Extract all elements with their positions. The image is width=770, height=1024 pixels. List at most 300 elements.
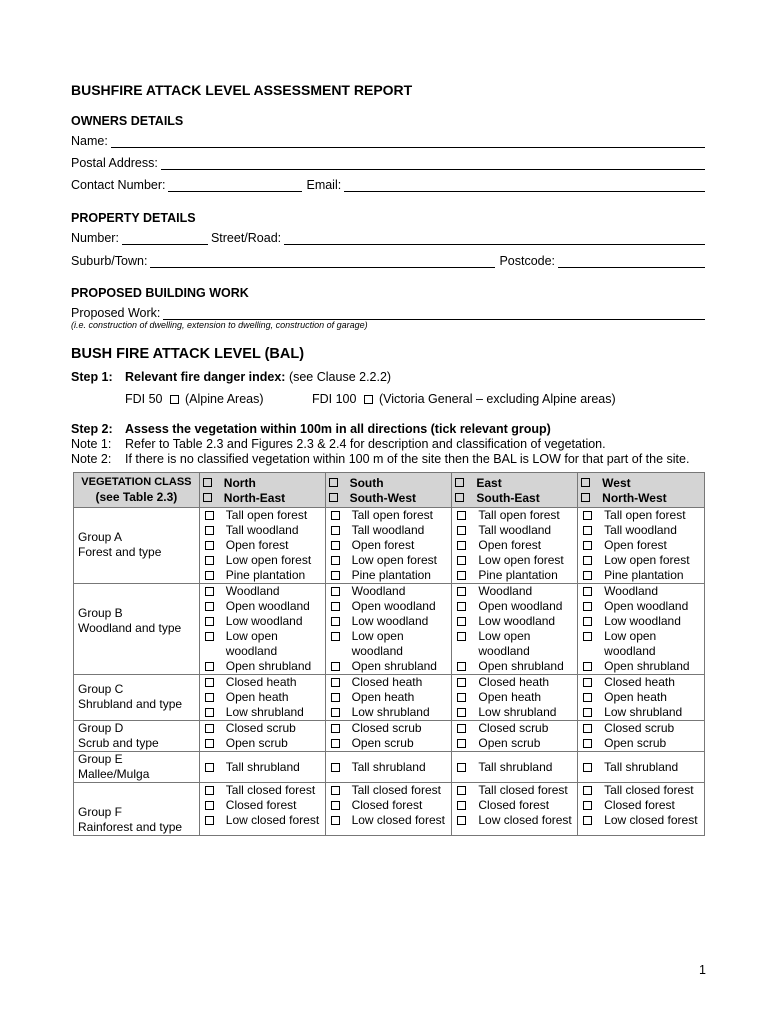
vegetation-checkbox[interactable] bbox=[205, 724, 214, 733]
vegetation-checkbox[interactable] bbox=[205, 816, 214, 825]
vegetation-option[interactable] bbox=[200, 659, 325, 674]
vegetation-label: Low closed forest bbox=[225, 813, 320, 827]
vegetation-option[interactable] bbox=[578, 813, 704, 828]
street-field[interactable] bbox=[284, 232, 705, 245]
direction-label: North-West bbox=[602, 490, 667, 505]
vegetation-checkbox[interactable] bbox=[457, 763, 466, 772]
vegetation-label: Low closed forest bbox=[478, 813, 572, 827]
vegetation-option[interactable] bbox=[326, 523, 452, 538]
vegetation-label: Open scrub bbox=[225, 736, 288, 750]
group-name: Group D bbox=[78, 721, 124, 735]
vegetation-option[interactable] bbox=[452, 568, 577, 583]
vegetation-checkbox[interactable] bbox=[583, 571, 592, 580]
vegetation-checkbox[interactable] bbox=[457, 708, 466, 717]
vegetation-class-label: VEGETATION CLASS bbox=[81, 476, 192, 488]
vegetation-checkbox[interactable] bbox=[457, 541, 466, 550]
vegetation-option[interactable] bbox=[326, 675, 452, 690]
vegetation-checkbox[interactable] bbox=[583, 541, 592, 550]
step1-bold: Relevant fire danger index: bbox=[125, 370, 286, 384]
vegetation-option[interactable] bbox=[578, 599, 704, 614]
vegetation-checkbox[interactable] bbox=[583, 678, 592, 687]
vegetation-checkbox[interactable] bbox=[457, 632, 466, 641]
vegetation-label: Low open forest bbox=[351, 553, 437, 567]
vegetation-option[interactable] bbox=[326, 584, 452, 599]
vegetation-label: Low shrubland bbox=[351, 705, 430, 719]
vegetation-checkbox[interactable] bbox=[583, 662, 592, 671]
vegetation-cell bbox=[199, 675, 325, 721]
table-header-row bbox=[74, 473, 705, 508]
vegetation-checkbox[interactable] bbox=[331, 786, 340, 795]
vegetation-checkbox[interactable] bbox=[583, 556, 592, 565]
vegetation-option[interactable] bbox=[578, 721, 704, 736]
vegetation-checkbox[interactable] bbox=[457, 617, 466, 626]
suburb-field[interactable] bbox=[150, 255, 495, 268]
group-name: Group C bbox=[78, 682, 124, 696]
group-name: Group B bbox=[78, 606, 123, 620]
vegetation-cell bbox=[199, 752, 325, 783]
vegetation-checkbox[interactable] bbox=[583, 617, 592, 626]
vegetation-label: Closed heath bbox=[478, 675, 550, 689]
vegetation-option[interactable] bbox=[452, 783, 577, 798]
vegetation-option[interactable] bbox=[200, 599, 325, 614]
vegetation-checkbox[interactable] bbox=[583, 526, 592, 535]
vegetation-checkbox[interactable] bbox=[457, 556, 466, 565]
contact-row bbox=[71, 176, 705, 192]
vegetation-option[interactable] bbox=[452, 538, 577, 553]
vegetation-checkbox[interactable] bbox=[331, 602, 340, 611]
vegetation-option[interactable] bbox=[578, 760, 704, 775]
vegetation-option[interactable] bbox=[452, 508, 577, 523]
vegetation-checkbox[interactable] bbox=[331, 571, 340, 580]
direction-label: South-East bbox=[476, 490, 540, 505]
vegetation-option[interactable] bbox=[452, 629, 577, 659]
contact-number-field[interactable] bbox=[168, 179, 302, 192]
fdi50-checkbox[interactable] bbox=[170, 395, 179, 404]
vegetation-option[interactable] bbox=[578, 523, 704, 538]
vegetation-checkbox[interactable] bbox=[457, 693, 466, 702]
vegetation-checkbox[interactable] bbox=[457, 786, 466, 795]
step2-label: Step 2: bbox=[71, 422, 113, 436]
group-type: Woodland and type bbox=[78, 621, 182, 635]
vegetation-table bbox=[73, 472, 705, 836]
step2-row bbox=[71, 422, 551, 436]
vegetation-cell bbox=[452, 508, 578, 584]
fdi100-checkbox[interactable] bbox=[364, 395, 373, 404]
street-label: Street/Road: bbox=[210, 231, 282, 245]
vegetation-option[interactable] bbox=[326, 813, 452, 828]
vegetation-checkbox[interactable] bbox=[205, 786, 214, 795]
property-number-row bbox=[71, 229, 705, 245]
north-east-checkbox[interactable] bbox=[203, 493, 212, 502]
vegetation-checkbox[interactable] bbox=[205, 693, 214, 702]
vegetation-label: Closed scrub bbox=[604, 721, 675, 735]
vegetation-checkbox[interactable] bbox=[457, 571, 466, 580]
vegetation-option[interactable] bbox=[326, 538, 452, 553]
vegetation-cell bbox=[325, 508, 452, 584]
note1-row bbox=[71, 437, 606, 451]
vegetation-option[interactable] bbox=[326, 614, 452, 629]
vegetation-checkbox[interactable] bbox=[583, 602, 592, 611]
email-field[interactable] bbox=[344, 179, 705, 192]
vegetation-option[interactable] bbox=[452, 721, 577, 736]
vegetation-label: Open shrubland bbox=[225, 659, 312, 673]
vegetation-option[interactable] bbox=[578, 614, 704, 629]
group-cell bbox=[74, 752, 200, 783]
table-row bbox=[74, 508, 705, 584]
direction-label: North bbox=[223, 475, 256, 490]
vegetation-option[interactable] bbox=[200, 721, 325, 736]
vegetation-cell bbox=[452, 721, 578, 752]
postcode-field[interactable] bbox=[558, 255, 705, 268]
number-field[interactable] bbox=[122, 232, 208, 245]
vegetation-checkbox[interactable] bbox=[457, 801, 466, 810]
vegetation-option[interactable] bbox=[200, 798, 325, 813]
vegetation-option[interactable] bbox=[578, 629, 704, 659]
vegetation-cell bbox=[578, 752, 705, 783]
vegetation-checkbox[interactable] bbox=[205, 511, 214, 520]
vegetation-cell bbox=[325, 721, 452, 752]
vegetation-option[interactable] bbox=[326, 736, 452, 751]
vegetation-option[interactable] bbox=[326, 798, 452, 813]
vegetation-label: Open shrubland bbox=[604, 659, 690, 673]
direction-header-2 bbox=[325, 473, 452, 508]
vegetation-checkbox[interactable] bbox=[331, 511, 340, 520]
vegetation-checkbox[interactable] bbox=[331, 541, 340, 550]
vegetation-checkbox[interactable] bbox=[331, 662, 340, 671]
vegetation-option[interactable] bbox=[200, 675, 325, 690]
vegetation-label: Open forest bbox=[478, 538, 542, 552]
vegetation-checkbox[interactable] bbox=[457, 816, 466, 825]
vegetation-option[interactable] bbox=[326, 568, 452, 583]
vegetation-option[interactable] bbox=[200, 690, 325, 705]
vegetation-option[interactable] bbox=[452, 659, 577, 674]
vegetation-label: Tall closed forest bbox=[351, 783, 441, 797]
direction-label: East bbox=[476, 475, 502, 490]
vegetation-cell bbox=[578, 783, 705, 836]
vegetation-label: Tall woodland bbox=[351, 523, 425, 537]
vegetation-option[interactable] bbox=[452, 760, 577, 775]
table-row bbox=[74, 675, 705, 721]
vegetation-label: Low open forest bbox=[225, 553, 312, 567]
vegetation-option[interactable] bbox=[578, 659, 704, 674]
vegetation-checkbox[interactable] bbox=[205, 556, 214, 565]
vegetation-cell bbox=[452, 584, 578, 675]
vegetation-label: Closed forest bbox=[604, 798, 675, 812]
vegetation-label: Pine plantation bbox=[225, 568, 306, 582]
vegetation-checkbox[interactable] bbox=[205, 801, 214, 810]
vegetation-label: Open heath bbox=[604, 690, 667, 704]
vegetation-option[interactable] bbox=[326, 659, 452, 674]
group-cell bbox=[74, 508, 200, 584]
vegetation-cell bbox=[199, 508, 325, 584]
vegetation-checkbox[interactable] bbox=[205, 571, 214, 580]
vegetation-label: Open heath bbox=[225, 690, 289, 704]
vegetation-label: Closed forest bbox=[351, 798, 423, 812]
proposed-label: Proposed Work: bbox=[71, 306, 161, 320]
vegetation-checkbox[interactable] bbox=[331, 526, 340, 535]
vegetation-checkbox[interactable] bbox=[457, 724, 466, 733]
vegetation-checkbox[interactable] bbox=[331, 693, 340, 702]
vegetation-checkbox[interactable] bbox=[331, 587, 340, 596]
vegetation-checkbox[interactable] bbox=[457, 739, 466, 748]
fdi50-label: FDI 50 bbox=[125, 392, 163, 406]
vegetation-cell bbox=[578, 675, 705, 721]
vegetation-cell bbox=[199, 721, 325, 752]
vegetation-label: Tall open forest bbox=[351, 508, 433, 522]
vegetation-checkbox[interactable] bbox=[205, 602, 214, 611]
vegetation-option[interactable] bbox=[200, 568, 325, 583]
note2-text: If there is no classified vegetation within 100 m of the site then the BAL is LOW for that part of the site. bbox=[125, 452, 690, 466]
vegetation-option[interactable] bbox=[200, 523, 325, 538]
vegetation-checkbox[interactable] bbox=[331, 816, 340, 825]
vegetation-checkbox[interactable] bbox=[583, 632, 592, 641]
vegetation-checkbox[interactable] bbox=[331, 556, 340, 565]
proposed-example: (i.e. construction of dwelling, extension to dwelling, construction of garage) bbox=[71, 320, 368, 330]
vegetation-option[interactable] bbox=[578, 690, 704, 705]
vegetation-option[interactable] bbox=[200, 760, 325, 775]
note2-label: Note 2: bbox=[71, 452, 112, 466]
vegetation-label: Tall shrubland bbox=[604, 760, 679, 774]
vegetation-option[interactable] bbox=[200, 508, 325, 523]
vegetation-option[interactable] bbox=[200, 538, 325, 553]
vegetation-option[interactable] bbox=[578, 553, 704, 568]
vegetation-label: Low open woodland bbox=[225, 629, 278, 658]
vegetation-checkbox[interactable] bbox=[205, 662, 214, 671]
vegetation-label: Open heath bbox=[478, 690, 542, 704]
vegetation-option[interactable] bbox=[452, 553, 577, 568]
vegetation-label: Tall closed forest bbox=[604, 783, 694, 797]
vegetation-checkbox[interactable] bbox=[331, 632, 340, 641]
vegetation-label: Open scrub bbox=[478, 736, 541, 750]
vegetation-checkbox[interactable] bbox=[457, 662, 466, 671]
postal-address-field[interactable] bbox=[161, 157, 705, 170]
group-type: Mallee/Mulga bbox=[78, 767, 150, 781]
contact-label: Contact Number: bbox=[71, 178, 166, 192]
vegetation-label: Low open woodland bbox=[478, 629, 531, 658]
vegetation-checkbox[interactable] bbox=[331, 708, 340, 717]
report-title: BUSHFIRE ATTACK LEVEL ASSESSMENT REPORT bbox=[71, 82, 413, 98]
vegetation-checkbox[interactable] bbox=[205, 541, 214, 550]
vegetation-checkbox[interactable] bbox=[205, 739, 214, 748]
vegetation-option[interactable] bbox=[578, 584, 704, 599]
vegetation-cell bbox=[452, 752, 578, 783]
step1-rest: (see Clause 2.2.2) bbox=[285, 370, 392, 384]
note1-label: Note 1: bbox=[71, 437, 112, 451]
vegetation-option[interactable] bbox=[326, 760, 452, 775]
vegetation-option[interactable] bbox=[200, 629, 325, 659]
vegetation-option[interactable] bbox=[326, 721, 452, 736]
vegetation-option[interactable] bbox=[200, 783, 325, 798]
vegetation-checkbox[interactable] bbox=[331, 739, 340, 748]
vegetation-option[interactable] bbox=[578, 736, 704, 751]
vegetation-cell bbox=[578, 584, 705, 675]
vegetation-label: Open woodland bbox=[351, 599, 436, 613]
proposed-work-field[interactable] bbox=[163, 307, 705, 320]
vegetation-label: Open woodland bbox=[604, 599, 689, 613]
vegetation-option[interactable] bbox=[452, 705, 577, 720]
vegetation-label: Closed forest bbox=[225, 798, 297, 812]
south-checkbox[interactable] bbox=[329, 478, 338, 487]
vegetation-label: Low closed forest bbox=[604, 813, 698, 827]
postcode-label: Postcode: bbox=[499, 254, 556, 268]
vegetation-checkbox[interactable] bbox=[205, 617, 214, 626]
vegetation-option[interactable] bbox=[578, 783, 704, 798]
vegetation-option[interactable] bbox=[452, 523, 577, 538]
vegetation-label: Closed scrub bbox=[478, 721, 549, 735]
vegetation-option[interactable] bbox=[200, 736, 325, 751]
vegetation-label: Open forest bbox=[225, 538, 289, 552]
fdi100-option[interactable] bbox=[312, 392, 616, 406]
vegetation-option[interactable] bbox=[578, 675, 704, 690]
vegetation-checkbox[interactable] bbox=[457, 526, 466, 535]
east-checkbox[interactable] bbox=[455, 478, 464, 487]
vegetation-checkbox[interactable] bbox=[583, 786, 592, 795]
vegetation-label: Closed scrub bbox=[225, 721, 296, 735]
proposed-row bbox=[71, 304, 705, 320]
north-west-checkbox[interactable] bbox=[581, 493, 590, 502]
vegetation-option[interactable] bbox=[326, 508, 452, 523]
vegetation-option[interactable] bbox=[452, 599, 577, 614]
vegetation-label: Open scrub bbox=[604, 736, 667, 750]
vegetation-option[interactable] bbox=[578, 798, 704, 813]
step2-text: Assess the vegetation within 100m in all directions (tick relevant group) bbox=[125, 422, 551, 436]
vegetation-checkbox[interactable] bbox=[205, 632, 214, 641]
vegetation-label: Closed heath bbox=[604, 675, 675, 689]
vegetation-option[interactable] bbox=[452, 675, 577, 690]
vegetation-label: Pine plantation bbox=[478, 568, 558, 582]
vegetation-checkbox[interactable] bbox=[583, 587, 592, 596]
vegetation-option[interactable] bbox=[452, 798, 577, 813]
vegetation-label: Open shrubland bbox=[351, 659, 437, 673]
vegetation-label: Tall open forest bbox=[225, 508, 308, 522]
vegetation-option[interactable] bbox=[326, 599, 452, 614]
group-type: Rainforest and type bbox=[78, 820, 183, 834]
vegetation-label: Tall shrubland bbox=[351, 760, 426, 774]
vegetation-option[interactable] bbox=[200, 614, 325, 629]
vegetation-option[interactable] bbox=[200, 813, 325, 828]
vegetation-option[interactable] bbox=[578, 705, 704, 720]
direction-label: South bbox=[349, 475, 384, 490]
vegetation-checkbox[interactable] bbox=[205, 678, 214, 687]
vegetation-checkbox[interactable] bbox=[457, 511, 466, 520]
vegetation-label: Open forest bbox=[351, 538, 415, 552]
vegetation-checkbox[interactable] bbox=[331, 617, 340, 626]
vegetation-label: Woodland bbox=[478, 584, 533, 598]
vegetation-cell bbox=[325, 584, 452, 675]
vegetation-checkbox[interactable] bbox=[331, 801, 340, 810]
vegetation-checkbox[interactable] bbox=[583, 708, 592, 717]
name-row bbox=[71, 132, 705, 148]
vegetation-option[interactable] bbox=[326, 690, 452, 705]
vegetation-checkbox[interactable] bbox=[457, 587, 466, 596]
vegetation-label: Closed scrub bbox=[351, 721, 422, 735]
vegetation-option[interactable] bbox=[578, 538, 704, 553]
vegetation-option[interactable] bbox=[326, 629, 452, 659]
fdi50-option[interactable] bbox=[125, 392, 264, 406]
direction-label: South-West bbox=[349, 490, 417, 505]
vegetation-checkbox[interactable] bbox=[583, 816, 592, 825]
vegetation-option[interactable] bbox=[578, 508, 704, 523]
step1-row bbox=[71, 370, 391, 384]
vegetation-label: Pine plantation bbox=[604, 568, 684, 582]
vegetation-option[interactable] bbox=[452, 690, 577, 705]
vegetation-checkbox[interactable] bbox=[583, 801, 592, 810]
note2-row bbox=[71, 452, 689, 466]
vegetation-option[interactable] bbox=[578, 568, 704, 583]
vegetation-checkbox[interactable] bbox=[331, 724, 340, 733]
fdi100-label: FDI 100 bbox=[312, 392, 357, 406]
vegetation-label: Tall shrubland bbox=[478, 760, 553, 774]
vegetation-cell bbox=[199, 584, 325, 675]
group-type: Forest and type bbox=[78, 545, 162, 559]
vegetation-label: Open scrub bbox=[351, 736, 414, 750]
vegetation-label: Low shrubland bbox=[604, 705, 683, 719]
number-label: Number: bbox=[71, 231, 119, 245]
south-west-checkbox[interactable] bbox=[329, 493, 338, 502]
vegetation-option[interactable] bbox=[326, 705, 452, 720]
vegetation-label: Tall closed forest bbox=[225, 783, 316, 797]
page-number: 1 bbox=[699, 963, 706, 977]
vegetation-checkbox[interactable] bbox=[457, 678, 466, 687]
vegetation-option[interactable] bbox=[200, 584, 325, 599]
name-field[interactable] bbox=[111, 135, 705, 148]
west-checkbox[interactable] bbox=[581, 478, 590, 487]
suburb-row bbox=[71, 252, 705, 268]
vegetation-label: Low open woodland bbox=[604, 629, 657, 658]
vegetation-cell bbox=[578, 721, 705, 752]
vegetation-label: Woodland bbox=[225, 584, 280, 598]
vegetation-checkbox[interactable] bbox=[583, 763, 592, 772]
vegetation-cell bbox=[578, 508, 705, 584]
group-type: Scrub and type bbox=[78, 736, 159, 750]
vegetation-checkbox[interactable] bbox=[583, 739, 592, 748]
vegetation-cell bbox=[325, 675, 452, 721]
bal-heading: BUSH FIRE ATTACK LEVEL (BAL) bbox=[71, 346, 305, 362]
vegetation-checkbox[interactable] bbox=[457, 602, 466, 611]
email-label: Email: bbox=[306, 178, 342, 192]
vegetation-checkbox[interactable] bbox=[583, 693, 592, 702]
vegetation-checkbox[interactable] bbox=[331, 763, 340, 772]
vegetation-label: Woodland bbox=[604, 584, 658, 598]
vegetation-checkbox[interactable] bbox=[205, 708, 214, 717]
vegetation-option[interactable] bbox=[452, 614, 577, 629]
vegetation-option[interactable] bbox=[326, 553, 452, 568]
vegetation-checkbox[interactable] bbox=[331, 678, 340, 687]
property-heading: PROPERTY DETAILS bbox=[71, 211, 196, 225]
north-checkbox[interactable] bbox=[203, 478, 212, 487]
vegetation-label: Tall open forest bbox=[478, 508, 560, 522]
vegetation-label: Low open woodland bbox=[351, 629, 404, 658]
vegetation-checkbox[interactable] bbox=[205, 526, 214, 535]
vegetation-option[interactable] bbox=[452, 736, 577, 751]
vegetation-option[interactable] bbox=[200, 553, 325, 568]
table-row bbox=[74, 721, 705, 752]
work-heading: PROPOSED BUILDING WORK bbox=[71, 286, 249, 300]
vegetation-checkbox[interactable] bbox=[583, 511, 592, 520]
vegetation-checkbox[interactable] bbox=[583, 724, 592, 733]
vegetation-option[interactable] bbox=[452, 584, 577, 599]
vegetation-checkbox[interactable] bbox=[205, 587, 214, 596]
vegetation-label: Low closed forest bbox=[351, 813, 445, 827]
vegetation-option[interactable] bbox=[326, 783, 452, 798]
vegetation-option[interactable] bbox=[452, 813, 577, 828]
vegetation-class-header bbox=[74, 473, 200, 508]
vegetation-label: Low open forest bbox=[604, 553, 690, 567]
vegetation-checkbox[interactable] bbox=[205, 763, 214, 772]
south-east-checkbox[interactable] bbox=[455, 493, 464, 502]
vegetation-option[interactable] bbox=[200, 705, 325, 720]
vegetation-label: Low shrubland bbox=[225, 705, 304, 719]
